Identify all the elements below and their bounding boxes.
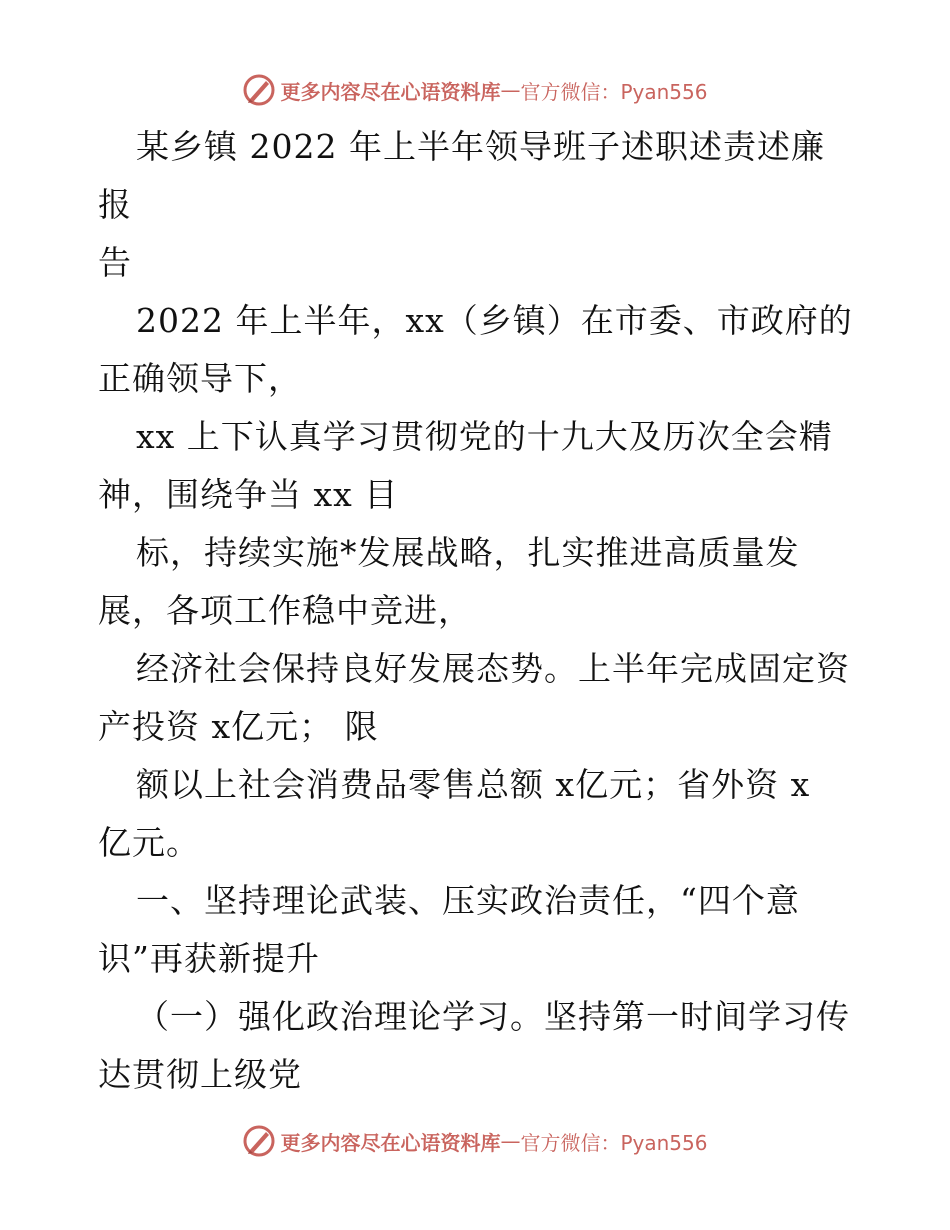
pen-logo-icon	[242, 1124, 276, 1158]
watermark-wechat: 官方微信：Pyan556	[520, 1130, 708, 1155]
section-heading	[98, 872, 858, 988]
document-body	[98, 118, 858, 1104]
paragraph-line: 告	[98, 243, 132, 282]
paragraph-line: xx 上下认真学习贯彻党的十九大及历次全会精	[136, 417, 833, 456]
paragraph	[98, 524, 858, 640]
paragraph	[98, 756, 858, 872]
watermark-footer	[0, 1121, 950, 1161]
paragraph-line: 展，各项工作稳中竞进，	[98, 591, 472, 630]
paragraph-line: 经济社会保持良好发展态势。上半年完成固定资	[136, 649, 850, 688]
paragraph-line: 标，持续实施*发展战略，扎实推进高质量发	[136, 533, 800, 572]
watermark-brand: 更多内容尽在心语资料库	[280, 1130, 501, 1155]
watermark-header	[0, 70, 950, 110]
paragraph-line: 亿元。	[98, 823, 200, 862]
paragraph-line: 正确领导下，	[98, 359, 302, 398]
paragraph-line: 达贯彻上级党	[98, 1055, 302, 1094]
watermark-wechat: 官方微信：Pyan556	[520, 79, 708, 104]
subsection-paragraph	[98, 988, 858, 1104]
watermark-separator: —	[500, 78, 521, 102]
paragraph-line: 神，围绕争当 xx 目	[98, 475, 399, 514]
pen-logo-icon	[242, 73, 276, 107]
paragraph-line: 2022 年上半年，xx（乡镇）在市委、市政府的	[136, 301, 853, 340]
watermark-separator: —	[500, 1129, 521, 1153]
paragraph-line: 一、坚持理论武装、压实政治责任，“四个意	[136, 881, 800, 920]
paragraph	[98, 292, 858, 408]
watermark-brand: 更多内容尽在心语资料库	[280, 79, 501, 104]
paragraph-line: 额以上社会消费品零售总额 x亿元；省外资 x	[136, 765, 811, 804]
paragraph-line: 识”再获新提升	[98, 939, 320, 978]
paragraph-line: 产投资 x亿元； 限	[98, 707, 379, 746]
paragraph-line: 某乡镇 2022 年上半年领导班子述职述责述廉报	[98, 127, 825, 224]
paragraph	[98, 640, 858, 756]
paragraph	[98, 408, 858, 524]
paragraph-title	[98, 118, 858, 292]
paragraph-line: （一）强化政治理论学习。坚持第一时间学习传	[136, 997, 850, 1036]
